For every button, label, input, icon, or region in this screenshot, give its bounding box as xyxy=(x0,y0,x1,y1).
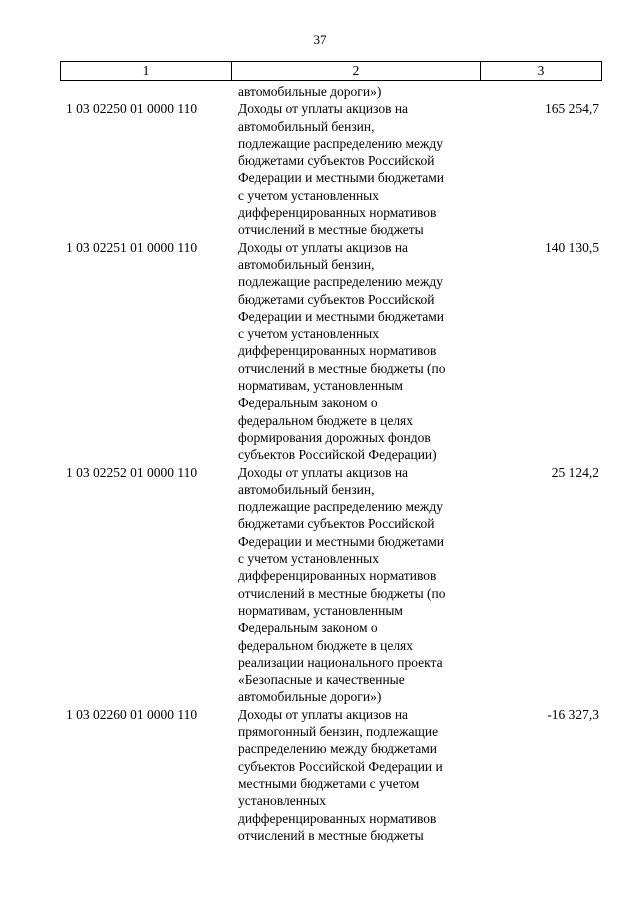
description-line: отчислений в местные бюджеты xyxy=(238,827,424,843)
description-line: дифференцированных нормативов xyxy=(238,810,437,826)
description-line: Федеральным законом о xyxy=(238,620,378,636)
budget-code: 1 03 02260 01 0000 110 xyxy=(66,706,198,722)
description-line: с учетом установленных xyxy=(238,187,379,203)
description-line: подлежащие распределению между xyxy=(238,274,443,290)
description-line: местными бюджетами с учетом xyxy=(238,775,420,791)
description-line: реализации национального проекта xyxy=(238,654,443,670)
description-line: подлежащие распределению между xyxy=(238,499,443,515)
description-line: установленных xyxy=(238,793,326,809)
budget-code: 1 03 02252 01 0000 110 xyxy=(66,464,198,480)
description-line: автомобильный бензин, xyxy=(238,481,375,497)
description-line: бюджетами субъектов Российской xyxy=(238,291,435,307)
income-description xyxy=(238,100,488,238)
header-col-3: 3 xyxy=(537,63,545,78)
description-line: нормативам, установленным xyxy=(238,602,403,618)
description-line: бюджетами субъектов Российской xyxy=(238,153,435,169)
income-description xyxy=(238,464,488,706)
description-line: дифференцированных нормативов xyxy=(238,343,437,359)
amount-value: 140 130,5 xyxy=(545,239,599,255)
description-line: отчислений в местные бюджеты (по xyxy=(238,360,446,376)
description-line: дифференцированных нормативов xyxy=(238,568,437,584)
description-line: Доходы от уплаты акцизов на xyxy=(238,101,409,117)
description-line: субъектов Российской Федерации) xyxy=(238,447,437,463)
description-line: прямогонный бензин, подлежащие xyxy=(238,724,439,740)
income-description xyxy=(238,239,488,464)
page-number: 37 xyxy=(313,32,327,47)
description-line: нормативам, установленным xyxy=(238,378,403,394)
description-line: Федерации и местными бюджетами xyxy=(238,170,445,186)
description-line: Доходы от уплаты акцизов на xyxy=(238,239,409,255)
description-line: «Безопасные и качественные xyxy=(238,672,405,688)
amount-value: 165 254,7 xyxy=(545,101,599,117)
table-header xyxy=(60,61,602,81)
description-line: Федерации и местными бюджетами xyxy=(238,308,445,324)
description-line: Доходы от уплаты акцизов на xyxy=(238,464,409,480)
budget-code: 1 03 02251 01 0000 110 xyxy=(66,239,198,255)
description-line: автомобильный бензин, xyxy=(238,118,375,134)
continuation-line: автомобильные дороги») xyxy=(238,84,382,99)
description-line: Федерации и местными бюджетами xyxy=(238,533,445,549)
description-line: с учетом установленных xyxy=(238,551,379,567)
description-line: федеральном бюджете в целях xyxy=(238,637,414,653)
budget-code: 1 03 02250 01 0000 110 xyxy=(66,101,198,117)
description-line: с учетом установленных xyxy=(238,326,379,342)
description-line: автомобильные дороги») xyxy=(238,689,382,705)
description-line: федеральном бюджете в целях xyxy=(238,412,414,428)
header-col-1: 1 xyxy=(61,62,232,80)
description-line: субъектов Российской Федерации и xyxy=(238,758,443,774)
description-line: отчислений в местные бюджеты (по xyxy=(238,585,446,601)
amount-value: 25 124,2 xyxy=(551,464,599,480)
description-line: бюджетами субъектов Российской xyxy=(238,516,435,532)
header-col-2: 2 xyxy=(232,62,481,80)
description-line: Федеральным законом о xyxy=(238,395,378,411)
description-line: Доходы от уплаты акцизов на xyxy=(238,706,409,722)
description-line: автомобильный бензин, xyxy=(238,256,375,272)
description-line: формирования дорожных фондов xyxy=(238,429,431,445)
income-description xyxy=(238,706,488,844)
description-line: распределению между бюджетами xyxy=(238,741,437,757)
description-line: дифференцированных нормативов xyxy=(238,205,437,221)
amount-value: -16 327,3 xyxy=(547,706,599,722)
description-line: подлежащие распределению между xyxy=(238,135,443,151)
description-line: отчислений в местные бюджеты xyxy=(238,222,424,238)
